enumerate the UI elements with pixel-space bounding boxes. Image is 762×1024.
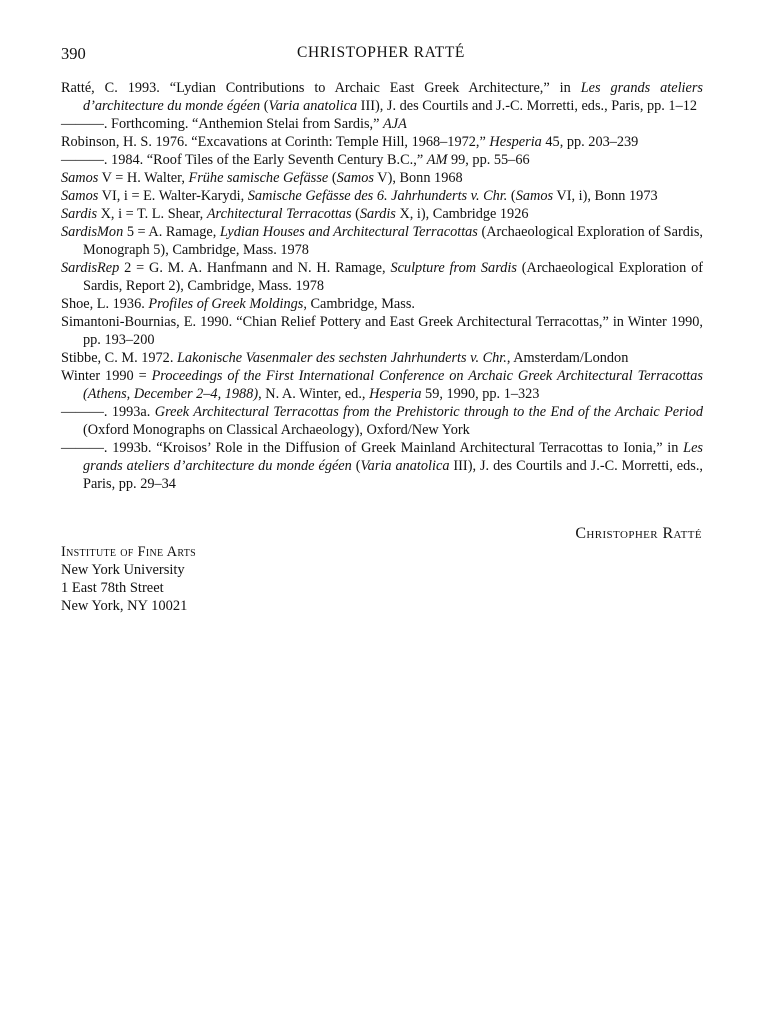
entry-italic-text: Greek Architectural Terracottas from the Prehistoric through to the End of the Archaic Period: [154, 404, 703, 420]
entry-italic-text: Varia anatolica: [360, 458, 450, 474]
entry-text: 59, 1990, pp. 1–323: [421, 386, 540, 402]
entry-italic-text: SardisMon: [61, 224, 124, 240]
entry-italic-text: Frühe samische Gefässe: [188, 170, 329, 186]
entry-text: III), J. des Courtils and J.-C. Morretti, eds., Paris, pp. 1–12: [357, 98, 698, 114]
entry-text: 99, pp. 55–66: [447, 152, 530, 168]
entry-italic-text: Profiles of Greek Moldings: [148, 296, 304, 312]
entry-text: (Oxford Monographs on Classical Archaeology), Oxford/New York: [83, 422, 470, 438]
entry-text: (Archaeological Exploration of Sardis, Monograph 5), Cambridge, Mass. 1978: [83, 224, 704, 258]
entry-text: VI, i), Bonn 1973: [553, 188, 658, 204]
entry-italic-text: Architectural Terracottas: [206, 206, 352, 222]
bibliography-entry: [61, 295, 703, 313]
entry-italic-text: Sculpture from Sardis: [390, 260, 517, 276]
entry-italic-text: Proceedings of the First International Conference on Archaic Greek Architectural Terracottas (Athens, December 2–4, 1988): [83, 368, 703, 402]
entry-italic-text: SardisRep: [61, 260, 120, 276]
entry-text: , N. A. Winter, ed.,: [258, 386, 370, 402]
bibliography-entry: [61, 205, 703, 223]
entry-text: (: [351, 206, 360, 222]
bibliography-entry: [61, 313, 703, 349]
entry-italic-text: AJA: [383, 116, 407, 132]
entry-italic-text: Samos: [515, 188, 554, 204]
bibliography-entry: [61, 367, 703, 403]
entry-text: Ratté, C. 1993. “Lydian Contributions to Archaic East Greek Architecture,” in: [61, 80, 581, 96]
page-number: 390: [61, 44, 86, 63]
address-line: New York University: [61, 562, 185, 578]
bibliography-entry: [61, 403, 703, 439]
bibliography-entry: [61, 223, 703, 259]
entry-text: ———. 1984. “Roof Tiles of the Early Seventh Century B.C.,”: [61, 152, 427, 168]
author-signature: Christopher Ratté: [575, 525, 702, 542]
entry-italic-text: Hesperia: [489, 134, 542, 150]
entry-text: V), Bonn 1968: [373, 170, 463, 186]
entry-italic-text: AM: [426, 152, 448, 168]
entry-text: Simantoni-Bournias, E. 1990. “Chian Relief Pottery and East Greek Architectural Terracottas,” in Winter 1990, pp. 193–200: [61, 314, 703, 348]
entry-text: V = H. Walter,: [98, 170, 189, 186]
entry-text: (Archaeological Exploration of Sardis, Report 2), Cambridge, Mass. 1978: [83, 260, 703, 294]
entry-text: ———. Forthcoming. “Anthemion Stelai from Sardis,”: [61, 116, 384, 132]
entry-text: ———. 1993a.: [61, 404, 155, 420]
bibliography-entry: [61, 187, 703, 205]
entry-italic-text: Les grands ateliers d’architecture du monde égéen: [83, 80, 703, 114]
entry-italic-text: Lydian Houses and Architectural Terracottas: [219, 224, 478, 240]
entry-text: 2 = G. M. A. Hanfmann and N. H. Ramage,: [119, 260, 391, 276]
entry-text: 5 = A. Ramage,: [123, 224, 220, 240]
entry-text: III), J. des Courtils and J.-C. Morretti, eds., Paris, pp. 29–34: [83, 458, 704, 492]
entry-text: X, i), Cambridge 1926: [395, 206, 529, 222]
address-institution: Institute of Fine Arts: [61, 544, 196, 560]
entry-italic-text: Les grands ateliers d’architecture du monde égéen: [83, 440, 703, 474]
entry-text: ———. 1993b. “Kroisos’ Role in the Diffusion of Greek Mainland Architectural Terracottas to Ionia,” in: [61, 440, 684, 456]
bibliography: [61, 79, 703, 493]
entry-italic-text: Varia anatolica: [268, 98, 358, 114]
entry-text: Shoe, L. 1936.: [61, 296, 149, 312]
entry-text: Winter 1990 =: [61, 368, 152, 384]
entry-text: (: [260, 98, 269, 114]
entry-italic-text: Samos: [336, 170, 374, 186]
bibliography-entry: [61, 151, 703, 169]
bibliography-entry: [61, 259, 703, 295]
bibliography-entry: [61, 439, 703, 493]
entry-text: (: [328, 170, 337, 186]
page-header: [61, 44, 701, 66]
entry-text: VI, i = E. Walter-Karydi,: [98, 188, 248, 204]
entry-text: Stibbe, C. M. 1972.: [61, 350, 177, 366]
entry-text: X, i = T. L. Shear,: [97, 206, 207, 222]
entry-text: , Amsterdam/London: [506, 350, 629, 366]
entry-italic-text: Samos: [61, 188, 99, 204]
entry-italic-text: Sardis: [359, 206, 396, 222]
address-line: 1 East 78th Street: [61, 580, 164, 596]
entry-text: (: [351, 458, 361, 474]
bibliography-entry: [61, 115, 703, 133]
entry-italic-text: Lakonische Vasenmaler des sechsten Jahrhunderts v. Chr.: [176, 350, 507, 366]
entry-text: Robinson, H. S. 1976. “Excavations at Corinth: Temple Hill, 1968–1972,”: [61, 134, 490, 150]
entry-italic-text: Hesperia: [369, 386, 422, 402]
bibliography-entry: [61, 169, 703, 187]
entry-italic-text: Samische Gefässe des 6. Jahrhunderts v. Chr.: [247, 188, 508, 204]
entry-italic-text: Samos: [61, 170, 99, 186]
bibliography-entry: [61, 349, 703, 367]
entry-text: (: [507, 188, 516, 204]
bibliography-entry: [61, 133, 703, 151]
bibliography-entry: [61, 79, 703, 115]
author-address: [61, 543, 196, 615]
running-head: CHRISTOPHER RATTÉ: [297, 44, 465, 61]
entry-italic-text: Sardis: [61, 206, 98, 222]
address-line: New York, NY 10021: [61, 598, 188, 614]
entry-text: , Cambridge, Mass.: [303, 296, 415, 312]
entry-text: 45, pp. 203–239: [541, 134, 639, 150]
